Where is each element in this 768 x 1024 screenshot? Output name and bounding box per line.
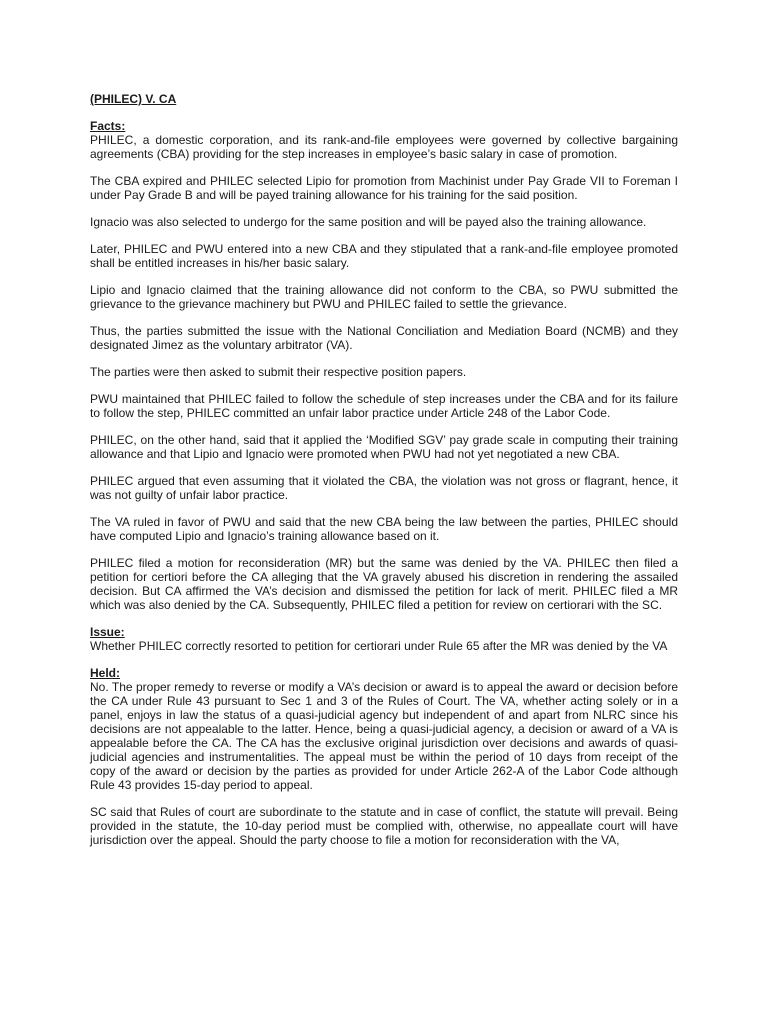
facts-paragraph: The VA ruled in favor of PWU and said that the new CBA being the law between the parties, PHILEC should have computed Lipio and Ignacio’s training allowance based on it.: [90, 515, 678, 543]
facts-paragraph: Thus, the parties submitted the issue with the National Conciliation and Mediation Board (NCMB) and they designated Jimez as the voluntary arbitrator (VA).: [90, 324, 678, 352]
facts-heading: Facts:: [90, 119, 126, 133]
facts-paragraph: PHILEC filed a motion for reconsideration (MR) but the same was denied by the VA. PHILEC then filed a petition for certiori before the CA alleging that the VA gravely abused his discretion in rendering the assailed decision. But CA affirmed the VA’s decision and dismissed the petition for lack of merit. PHILEC filed a MR which was also denied by the CA. Subsequently, PHILEC filed a petition for review on certiorari with the SC.: [90, 556, 678, 612]
document-title: (PHILEC) V. CA: [90, 92, 177, 106]
facts-paragraph: PHILEC, on the other hand, said that it applied the ‘Modified SGV’ pay grade scale in computing their training allowance and that Lipio and Ignacio were promoted when PWU had not yet negotiated a new CBA.: [90, 433, 678, 461]
document-page: [90, 92, 678, 860]
facts-paragraph: Ignacio was also selected to undergo for the same position and will be payed also the training allowance.: [90, 215, 647, 229]
facts-paragraph: PHILEC argued that even assuming that it violated the CBA, the violation was not gross or flagrant, hence, it was not guilty of unfair labor practice.: [90, 474, 678, 502]
facts-paragraph: PHILEC, a domestic corporation, and its rank-and-file employees were governed by collective bargaining agreements (CBA) providing for the step increases in employee’s basic salary in case of promotion.: [90, 133, 678, 161]
held-paragraph: No. The proper remedy to reverse or modify a VA’s decision or award is to appeal the award or decision before the CA under Rule 43 pursuant to Sec 1 and 3 of the Rules of Court. The VA, whether acting solely or in a panel, enjoys in law the status of a quasi-judicial agency but independent of and apart from NLRC since his decisions are not appealable to the latter. Hence, being a quasi-judicial agency, a decision or award of a VA is appealable before the CA. The CA has the exclusive original jurisdiction over decisions and awards of quasi-judicial agencies and instrumentalities. The appeal must be within the period of 10 days from receipt of the copy of the award or decision by the parties as provided for under Article 262-A of the Labor Code although Rule 43 provides 15-day period to appeal.: [90, 680, 678, 792]
held-heading: Held:: [90, 666, 120, 680]
facts-paragraph: Later, PHILEC and PWU entered into a new CBA and they stipulated that a rank-and-file employee promoted shall be entitled increases in his/her basic salary.: [90, 242, 678, 270]
facts-paragraph: Lipio and Ignacio claimed that the training allowance did not conform to the CBA, so PWU submitted the grievance to the grievance machinery but PWU and PHILEC failed to settle the grievance.: [90, 283, 678, 311]
facts-paragraph: PWU maintained that PHILEC failed to follow the schedule of step increases under the CBA and for its failure to follow the step, PHILEC committed an unfair labor practice under Article 248 of the Labor Code.: [90, 392, 678, 420]
issue-heading: Issue:: [90, 625, 125, 639]
issue-paragraph: Whether PHILEC correctly resorted to petition for certiorari under Rule 65 after the MR was denied by the VA: [90, 639, 668, 653]
held-paragraph: SC said that Rules of court are subordinate to the statute and in case of conflict, the statute will prevail. Being provided in the statute, the 10-day period must be complied with, otherwise, no appeallate court will have jurisdiction over the appeal. Should the party choose to file a motion for reconsideration with the VA,: [90, 805, 678, 847]
facts-paragraph: The CBA expired and PHILEC selected Lipio for promotion from Machinist under Pay Grade VII to Foreman I under Pay Grade B and will be payed training allowance for his training for the said position.: [90, 174, 678, 202]
facts-paragraph: The parties were then asked to submit their respective position papers.: [90, 365, 467, 379]
